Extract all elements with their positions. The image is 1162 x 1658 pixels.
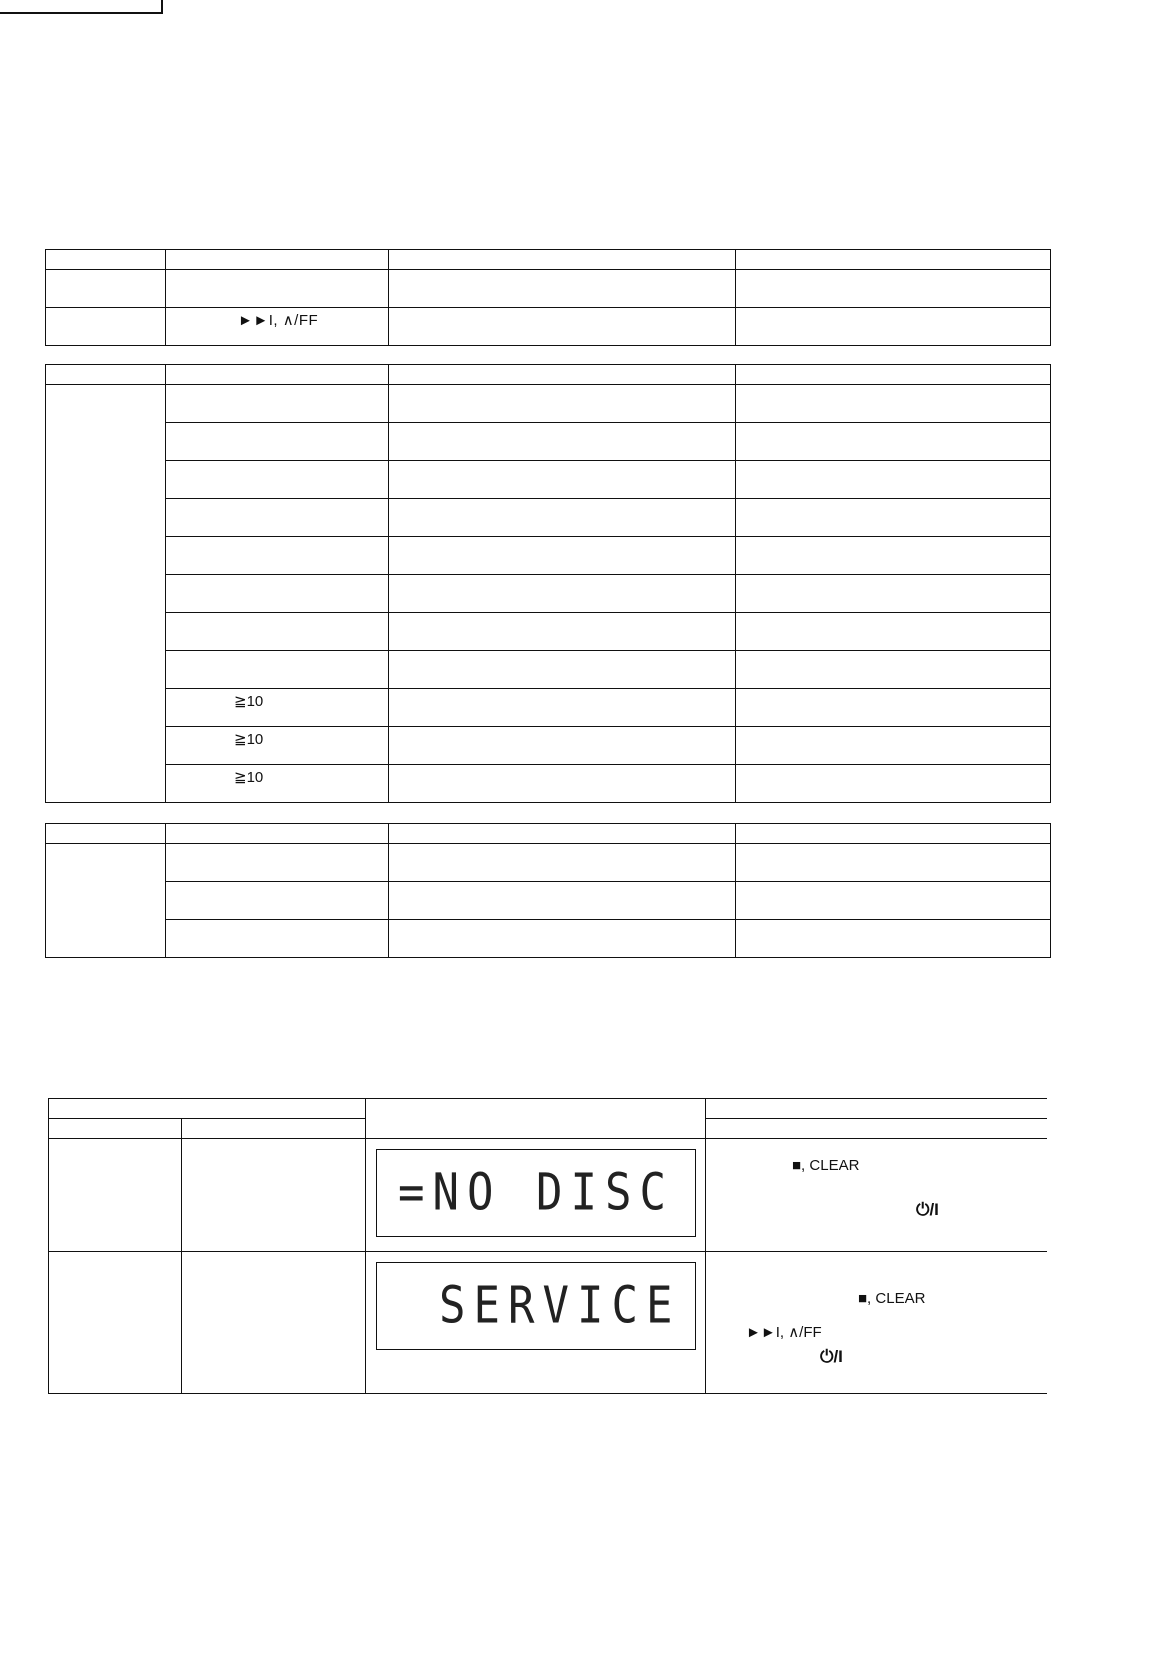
table-2 [45, 364, 1051, 803]
table-row [46, 689, 1051, 727]
stop-clear-key: ■, CLEAR [858, 1290, 926, 1307]
table-row [46, 651, 1051, 689]
table-row [46, 250, 1051, 270]
table-row [46, 882, 1051, 920]
ge10-label: ≧10 [234, 769, 264, 786]
table-row [46, 824, 1051, 844]
table-row [46, 365, 1051, 385]
table-3 [45, 823, 1051, 958]
table-row [46, 727, 1051, 765]
table-row [49, 1139, 1047, 1252]
table-4 [48, 1098, 1047, 1394]
header-box [0, 0, 163, 14]
power-icon: ⏻/I [820, 1347, 843, 1366]
skip-ff-button-label: ►►I, ∧/FF [238, 312, 319, 329]
ge10-label: ≧10 [234, 731, 264, 748]
table-row [46, 308, 1051, 346]
table-row [46, 844, 1051, 882]
table-row [46, 385, 1051, 423]
table-row [46, 765, 1051, 803]
lcd-text: SERVICE [439, 1276, 681, 1336]
table-row [46, 423, 1051, 461]
table-row [46, 537, 1051, 575]
table-row [46, 613, 1051, 651]
table-row [49, 1099, 1047, 1119]
table-row [49, 1252, 1047, 1394]
table-row [46, 920, 1051, 958]
table-1 [45, 249, 1051, 346]
table-row [46, 461, 1051, 499]
table-row [46, 270, 1051, 308]
power-icon: ⏻/I [916, 1200, 939, 1219]
skip-ff-key: ►►I, ∧/FF [746, 1324, 822, 1341]
stop-clear-key: ■, CLEAR [792, 1157, 860, 1174]
ge10-label: ≧10 [234, 693, 264, 710]
lcd-display-no-disc [376, 1149, 696, 1237]
table-row [46, 499, 1051, 537]
lcd-display-service [376, 1262, 696, 1350]
lcd-text: =NO DISC [398, 1163, 674, 1223]
table-row [46, 575, 1051, 613]
